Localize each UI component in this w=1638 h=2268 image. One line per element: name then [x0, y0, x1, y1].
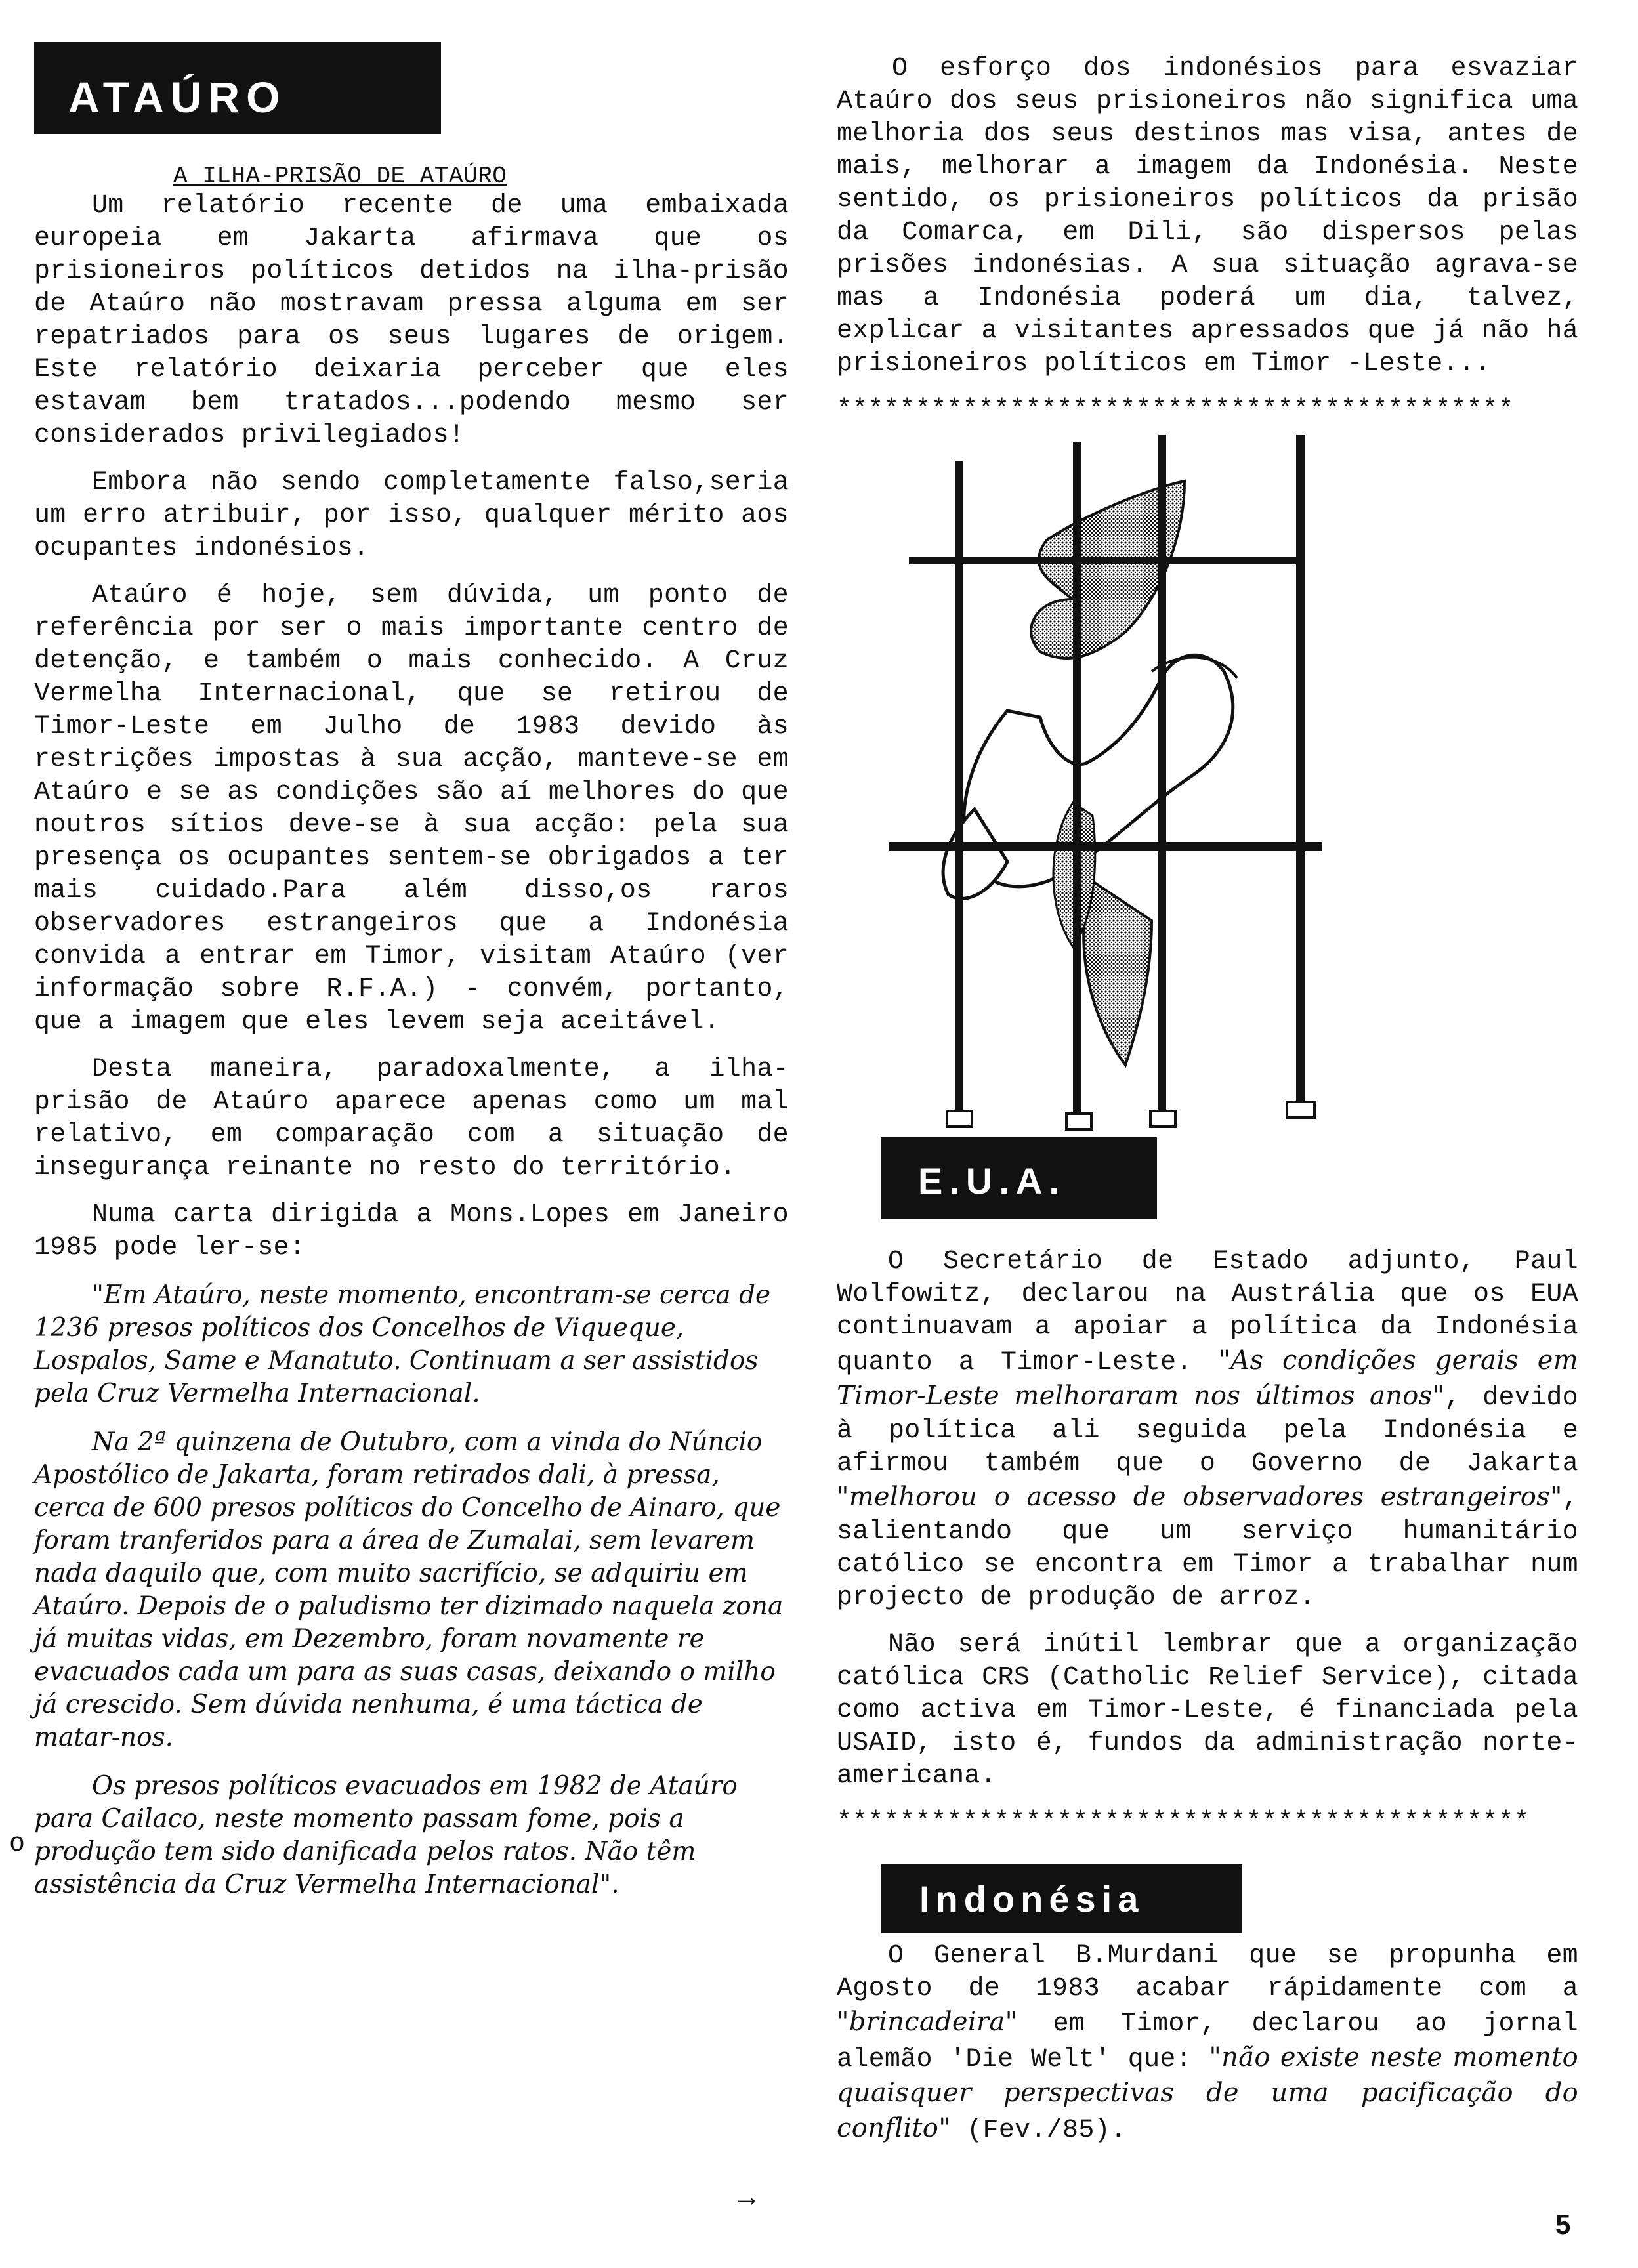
eua-paragraph-1	[837, 1246, 1578, 1614]
separator-stars: *******************************************	[837, 395, 1515, 423]
left-column	[34, 42, 789, 1917]
indonesia-banner-wrap	[881, 1864, 1578, 1933]
intro-paragraph: O esforço dos indonésios para esvaziar Ataúro dos seus prisioneiros não significa uma melhoria dos seus destinos mas visa, antes de mais, melhorar a imagem da Indonésia. Neste sentido, os prisioneiros políticos da prisão da Comarca, em Dili, são dispersos pelas prisões indonésias. A sua situação agrava-se mas a Indonésia poderá um dia, talvez, explicar a visitantes apressados que já não há prisioneiros políticos em Timor -Leste...	[837, 54, 1578, 379]
indonesia-paragraph	[837, 1940, 1578, 2147]
margin-mark: o	[9, 1830, 26, 1859]
letter-quote-1: "Em Ataúro, neste momento, encontram-se cerca de 1236 presos políticos dos Concelhos de Viqueque, Lospalos, Same e Manatuto. Continuam a ser assistidos pela Cruz Vermelha Internacional.	[34, 1280, 771, 1408]
section-banner-indonesia: Indonésia	[881, 1864, 1242, 1933]
eua-paragraph-2: Não será inútil lembrar que a organização católica CRS (Catholic Relief Service), citada como activa em Timor-Leste, é financiada pela USAID, isto é, fundos da administração norte-americana.	[837, 1630, 1578, 1791]
separator-stars-2: ********************************************	[837, 1807, 1530, 1836]
prisoner-bars-illustration	[876, 435, 1349, 1144]
paragraph-5: Numa carta dirigida a Mons.Lopes em Janeiro 1985 pode ler-se:	[34, 1200, 789, 1263]
eua-text-c: , salientando que um serviço humanitário católico se encontra em Timor a trabalhar num projecto de produção de arroz.	[837, 1484, 1578, 1612]
dove-behind-bars-icon	[876, 435, 1349, 1144]
indo-text-a: O General B.Murdani que se propunha em Agosto de 1983 acabar rápidamente com a	[837, 1941, 1578, 2004]
continue-arrow-icon: →	[738, 2183, 756, 2216]
eua-banner-wrap	[881, 1137, 1578, 1219]
eua-quote-2: "melhorou o acesso de observadores estrangeiros"	[837, 1482, 1563, 1512]
section-banner-eua: E.U.A.	[881, 1137, 1157, 1219]
right-column	[837, 52, 1578, 2162]
page-number: 5	[1555, 2209, 1571, 2240]
eua-text-a: O Secretário de Estado adjunto, Paul Wolfowitz, declarou na Austrália que os EUA continuavam a apoiar a política da Indonésia quanto a Timor-Leste.	[837, 1247, 1578, 1377]
indo-text-c: (Fev./85).	[950, 2116, 1127, 2145]
eua-quote-1: "As condições gerais em Timor-Leste melhoraram nos últimos anos"	[837, 1345, 1579, 1411]
paragraph-3: Ataúro é hoje, sem dúvida, um ponto de referência por ser o mais importante centro de detenção, e também o mais conhecido. A Cruz Vermelha Internacional, que se retirou de Timor-Leste em Julho de 1983 devido às restrições impostas à sua acção, manteve-se em Ataúro e se as condições são aí melhores do que noutros sítios deve-se à sua acção: pela sua presença os ocupantes sentem-se obrigados a ter mais cuidado.Para além disso,os raros observadores estrangeiros que a Indonésia convida a entrar em Timor, visitam Ataúro (ver informação sobre R.F.A.) - convém, portanto, que a imagem que eles levem seja aceitável.	[34, 581, 789, 1037]
article-subtitle: A ILHA-PRISÃO DE ATAÚRO	[173, 163, 507, 190]
section-banner-atauro: ATAÚRO	[34, 42, 441, 134]
letter-quote-2: Na 2ª quinzena de Outubro, com a vinda do Núncio Apostólico de Jakarta, foram retirados dali, à pressa, cerca de 600 presos políticos do Concelho de Ainaro, que foram tranferidos para a área de Zumalai, sem levarem nada daquilo que, com muito sacrifício, se adquiriu em Ataúro. Depois de o paludismo ter dizimado naquela zona já muitas vidas, em Dezembro, foram novamente re evacuados cada um para as suas casas, deixando o milho já crescido. Sem dúvida nenhuma, é uma táctica de matar-nos.	[34, 1427, 784, 1752]
indo-quote-2: "não existe neste momento quaisquer perspectivas de uma pacificação do conflito"	[837, 2042, 1578, 2143]
letter-quote-3: Os presos políticos evacuados em 1982 de Ataúro para Cailaco, neste momento passam fome, pois a produção tem sido danificada pelos ratos. Não têm assistência da Cruz Vermelha Internacional".	[34, 1771, 738, 1899]
paragraph-1: Um relatório recente de uma embaixada europeia em Jakarta afirmava que os prisioneiros políticos detidos na ilha-prisão de Ataúro não mostravam pressa alguma em ser repatriados para os seus lugares de origem. Este relatório deixaria perceber que eles estavam bem tratados...podendo mesmo ser considerados privilegiados!	[34, 191, 789, 450]
paragraph-2: Embora não sendo completamente falso,seria um erro atribuir, por isso, qualquer mérito aos ocupantes indonésios.	[34, 468, 789, 563]
paragraph-4: Desta maneira, paradoxalmente, a ilha-prisão de Ataúro aparece apenas como um mal relativo, em comparação com a situação de insegurança reinante no resto do território.	[34, 1055, 789, 1183]
indo-text-b: em Timor, declarou ao jornal alemão 'Die Welt' que:	[837, 2009, 1578, 2074]
indo-quote-1: "brincadeira"	[837, 2007, 1018, 2037]
eua-text-b: , devido à política ali seguida pela Indonésia e afirmou também que o Governo de Jakarta	[837, 1383, 1578, 1479]
